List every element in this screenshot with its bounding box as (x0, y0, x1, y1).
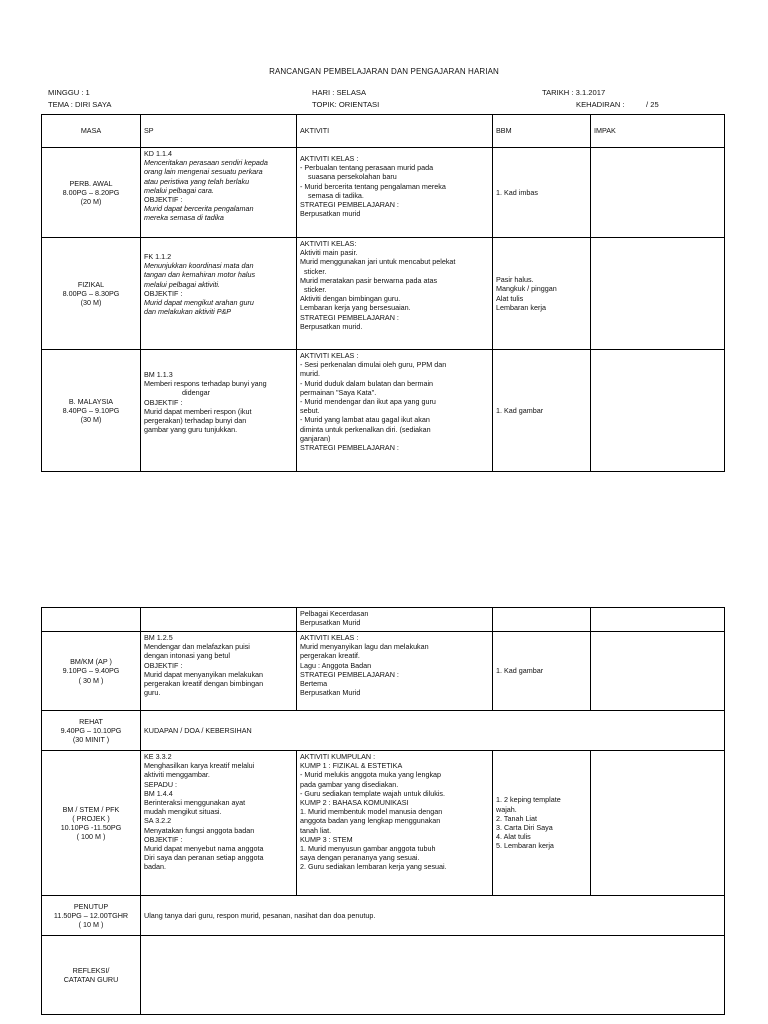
tema-label: TEMA : DIRI SAYA (48, 100, 112, 109)
aktiviti-cell: Pelbagai Kecerdasan Berpusatkan Murid (297, 608, 493, 632)
hari-label: HARI : SELASA (312, 88, 367, 97)
bbm-cell: 1. Kad gambar (493, 632, 591, 711)
table-row (42, 711, 725, 751)
table-row (42, 238, 725, 350)
sp-cell: BM 1.1.3 Memberi respons terhadap bunyi yang didengar OBJEKTIF : Murid dapat memberi respon (ikut pergerakan) terhadap bunyi dan gambar yang guru tunjukkan. (141, 350, 297, 472)
header-aktiviti: AKTIVITI (297, 115, 493, 148)
topik-label: TOPIK: ORIENTASI (312, 100, 380, 109)
refleksi-cell (141, 936, 725, 1015)
bbm-cell: 1. Kad imbas (493, 148, 591, 238)
masa-cell (42, 608, 141, 632)
masa-cell: BM/KM (AP ) 9.10PG – 9.40PG ( 30 M ) (42, 632, 141, 711)
masa-cell: B. MALAYSIA 8.40PG – 9.10PG (30 M) (42, 350, 141, 472)
sp-cell (141, 608, 297, 632)
sp-cell: BM 1.2.5 Mendengar dan melafazkan puisi dengan intonasi yang betul OBJEKTIF : Murid dapat menyanyikan melakukan pergerakan kreatif dengan bimbingan guru. (141, 632, 297, 711)
aktiviti-cell: AKTIVITI KELAS: Aktiviti main pasir. Murid menggunakan jari untuk mencabut pelekat sticker. Murid meratakan pasir berwarna pada atas sticker. Aktiviti dengan bimbingan guru. Lembaran kerja yang bersesuaian. STRATEGI PEMBELAJARAN : Berpusatkan murid. (297, 238, 493, 350)
table-row (42, 608, 725, 632)
masa-cell: PERB. AWAL 8.00PG – 8.20PG (20 M) (42, 148, 141, 238)
document-title: RANCANGAN PEMBELAJARAN DAN PENGAJARAN HARIAN (269, 67, 499, 76)
table-row (42, 632, 725, 711)
header-impak: IMPAK (591, 115, 725, 148)
tarikh-label: TARIKH : 3.1.2017 (542, 88, 606, 97)
table-header-row (42, 115, 725, 148)
aktiviti-cell: AKTIVITI KELAS : - Sesi perkenalan dimulai oleh guru, PPM dan murid. - Murid duduk dalam bulatan dan bermain permainan "Saya Kata". - Murid mendengar dan ikut apa yang guru sebut. - Murid yang lambat atau gagal ikut akan diminta untuk perkenalkan diri. (sediakan ganjaran) STRATEGI PEMBELAJARAN : (297, 350, 493, 472)
masa-cell: FIZIKAL 8.00PG – 8.30PG (30 M) (42, 238, 141, 350)
aktiviti-cell: AKTIVITI KELAS : - Perbualan tentang perasaan murid pada suasana persekolahan baru - Murid bercerita tentang pengalaman mereka semasa di tadika. STRATEGI PEMBELAJARAN : Berpusatkan murid (297, 148, 493, 238)
kehadiran-total: / 25 (646, 100, 659, 109)
header-masa: MASA (42, 115, 141, 148)
impak-cell (591, 350, 725, 472)
penutup-cell: Ulang tanya dari guru, respon murid, pesanan, nasihat dan doa penutup. (141, 896, 725, 936)
bbm-cell: Pasir halus. Mangkuk / pinggan Alat tulis Lembaran kerja (493, 238, 591, 350)
bbm-cell: 1. Kad gambar (493, 350, 591, 472)
header-sp: SP (141, 115, 297, 148)
lesson-plan-table-page1 (41, 114, 725, 472)
aktiviti-cell: AKTIVITI KELAS : Murid menyanyikan lagu dan melakukan pergerakan kreatif. Lagu : Anggota Badan STRATEGI PEMBELAJARAN : Bertema Berpusatkan Murid (297, 632, 493, 711)
masa-cell: REFLEKSI/ CATATAN GURU (42, 936, 141, 1015)
table-row (42, 936, 725, 1015)
sp-cell: KE 3.3.2 Menghasilkan karya kreatif melalui aktiviti menggambar. SEPADU : BM 1.4.4 Berinteraksi menggunakan ayat mudah mengikut situasi. SA 3.2.2 Menyatakan fungsi anggota badan OBJEKTIF : Murid dapat menyebut nama anggota Diri saya dan peranan setiap anggota badan. (141, 751, 297, 896)
sp-cell: KD 1.1.4 Menceritakan perasaan sendiri kepada orang lain mengenai sesuatu perkara atau peristiwa yang telah berlaku melalui pelbagai cara. OBJEKTIF : Murid dapat bercerita pengalaman mereka semasa di tadika (141, 148, 297, 238)
minggu-label: MINGGU : 1 (48, 88, 90, 97)
kehadiran-label: KEHADIRAN : (576, 100, 625, 109)
lesson-plan-table-page2 (41, 607, 725, 1015)
impak-cell (591, 751, 725, 896)
sp-cell: FK 1.1.2 Menunjukkan koordinasi mata dan tangan dan kemahiran motor halus melalui pelbagai aktiviti. OBJEKTIF : Murid dapat mengikut arahan guru dan melakukan aktiviti P&P (141, 238, 297, 350)
bbm-cell (493, 608, 591, 632)
table-row (42, 148, 725, 238)
impak-cell (591, 632, 725, 711)
table-row (42, 350, 725, 472)
table-row (42, 751, 725, 896)
bbm-cell: 1. 2 keping template wajah. 2. Tanah Liat 3. Carta Diri Saya 4. Alat tulis 5. Lembaran kerja (493, 751, 591, 896)
impak-cell (591, 148, 725, 238)
table-row (42, 896, 725, 936)
masa-cell: REHAT 9.40PG – 10.10PG (30 MINIT ) (42, 711, 141, 751)
masa-cell: BM / STEM / PFK ( PROJEK ) 10.10PG -11.50PG ( 100 M ) (42, 751, 141, 896)
impak-cell (591, 238, 725, 350)
aktiviti-cell: AKTIVITI KUMPULAN : KUMP 1 : FIZIKAL & ESTETIKA - Murid melukis anggota muka yang lengkap pada gambar yang disediakan. - Guru sediakan template wajah untuk dilukis. KUMP 2 : BAHASA KOMUNIKASI 1. Murid membentuk model manusia dengan anggota badan yang lengkap menggunakan tanah liat. KUMP 3 : STEM 1. Murid menyusun gambar anggota tubuh saya dengan perananya yang sesuai. 2. Guru sediakan lembaran kerja yang sesuai. (297, 751, 493, 896)
masa-cell: PENUTUP 11.50PG – 12.00TGHR ( 10 M ) (42, 896, 141, 936)
impak-cell (591, 608, 725, 632)
header-bbm: BBM (493, 115, 591, 148)
rehat-cell: KUDAPAN / DOA / KEBERSIHAN (141, 711, 725, 751)
